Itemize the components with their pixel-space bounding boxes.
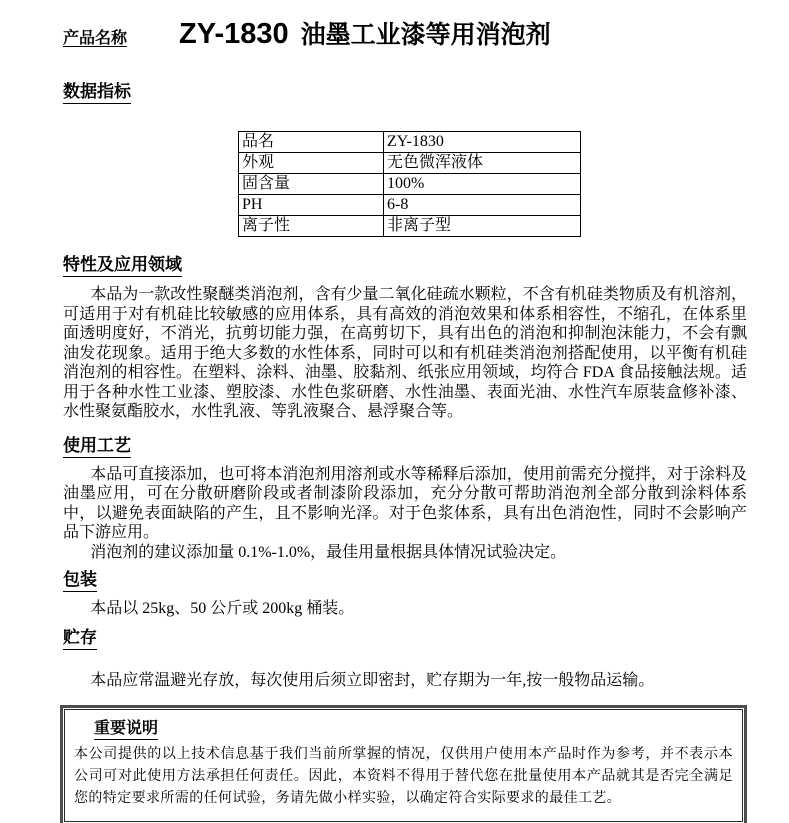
table-row [239,174,581,195]
cell-label: 外观 [239,153,384,174]
table-row [239,195,581,216]
title-row [63,15,747,51]
important-note-box [60,705,747,823]
section-heading-storage: 贮存 [63,623,747,650]
packaging-paragraph: 本品以 25kg、50 公斤或 200kg 桶装。 [90,600,355,617]
section-heading-packaging: 包装 [63,565,747,592]
cell-label: 离子性 [239,216,384,237]
spec-table [238,131,581,237]
product-name-label: 产品名称 [63,30,128,47]
cell-value: 6-8 [384,195,581,216]
important-note-box-inner [64,709,743,822]
cell-value: 100% [384,174,581,195]
product-code: ZY-1830 [179,18,289,50]
cell-label: 品名 [239,132,384,153]
usage-paragraph-2: 消泡剂的建议添加量 0.1%-1.0%，最佳用量根据具体情况试验决定。 [90,543,567,561]
features-paragraph: 本品为一款改性聚醚类消泡剂，含有少量二氧化硅疏水颗粒，不含有机硅类物质及有机溶剂，可适用于对有机硅比较敏感的应用体系，具有高效的消泡效果和体系相容性，不缩孔，在体系里面透明度好，不消光，抗剪切能力强，在高剪切下，具有出色的消泡和抑制泡沫能力，不会有飘油发花现象。适用于绝大多数的水性体系，同时可以和有机硅类消泡剂搭配使用，以平衡有机硅消泡剂的相容性。在塑料、涂料、油墨、胶黏剂、纸张应用领域，均符合 FDA 食品接触法规。适用于各种水性工业漆、塑胶漆、水性色浆研磨、水性油墨、表面光油、水性汽车原装盒修补漆、水性聚氨酯胶水，水性乳液、等乳液聚合、悬浮聚合等。 [63,286,747,420]
table-row [239,132,581,153]
important-note-heading: 重要说明 [94,715,733,740]
storage-paragraph: 本品应常温避光存放，每次使用后须立即密封，贮存期为一年,按一般物品运输。 [90,671,655,689]
cell-label: PH [239,195,384,216]
section-heading-data-index: 数据指标 [63,77,747,104]
section-heading-features: 特性及应用领域 [63,250,747,277]
table-row [239,153,581,174]
usage-paragraph-1: 本品可直接添加，也可将本消泡剂用溶剂或水等稀释后添加，使用前需充分搅拌，对于涂料及油墨应用，可在分散研磨阶段或者制漆阶段添加，充分分散可帮助消泡剂全部分散到涂料体系中，以避免表面缺陷的产生，且不影响光泽。对于色浆体系，具有出色消泡性，同时不会影响产品下游应用。 [63,465,747,541]
cell-value: 非离子型 [384,216,581,237]
table-row [239,216,581,237]
important-note-paragraph: 本公司提供的以上技术信息基于我们当前所掌握的情况，仅供用户使用本产品时作为参考，并不表示本公司可对此使用方法承担任何责任。因此，本资料不得用于替代您在批量使用本产品就其是否完全满足您的特定要求所需的任何试验，务请先做小样实验，以确定符合实际要求的最佳工艺。 [74,747,733,806]
cell-label: 固含量 [239,174,384,195]
section-heading-usage: 使用工艺 [63,431,747,458]
cell-value: ZY-1830 [384,132,581,153]
product-title [179,15,551,51]
product-cn-name: 油墨工业漆等用消泡剂 [300,22,551,49]
cell-value: 无色微浑液体 [384,153,581,174]
